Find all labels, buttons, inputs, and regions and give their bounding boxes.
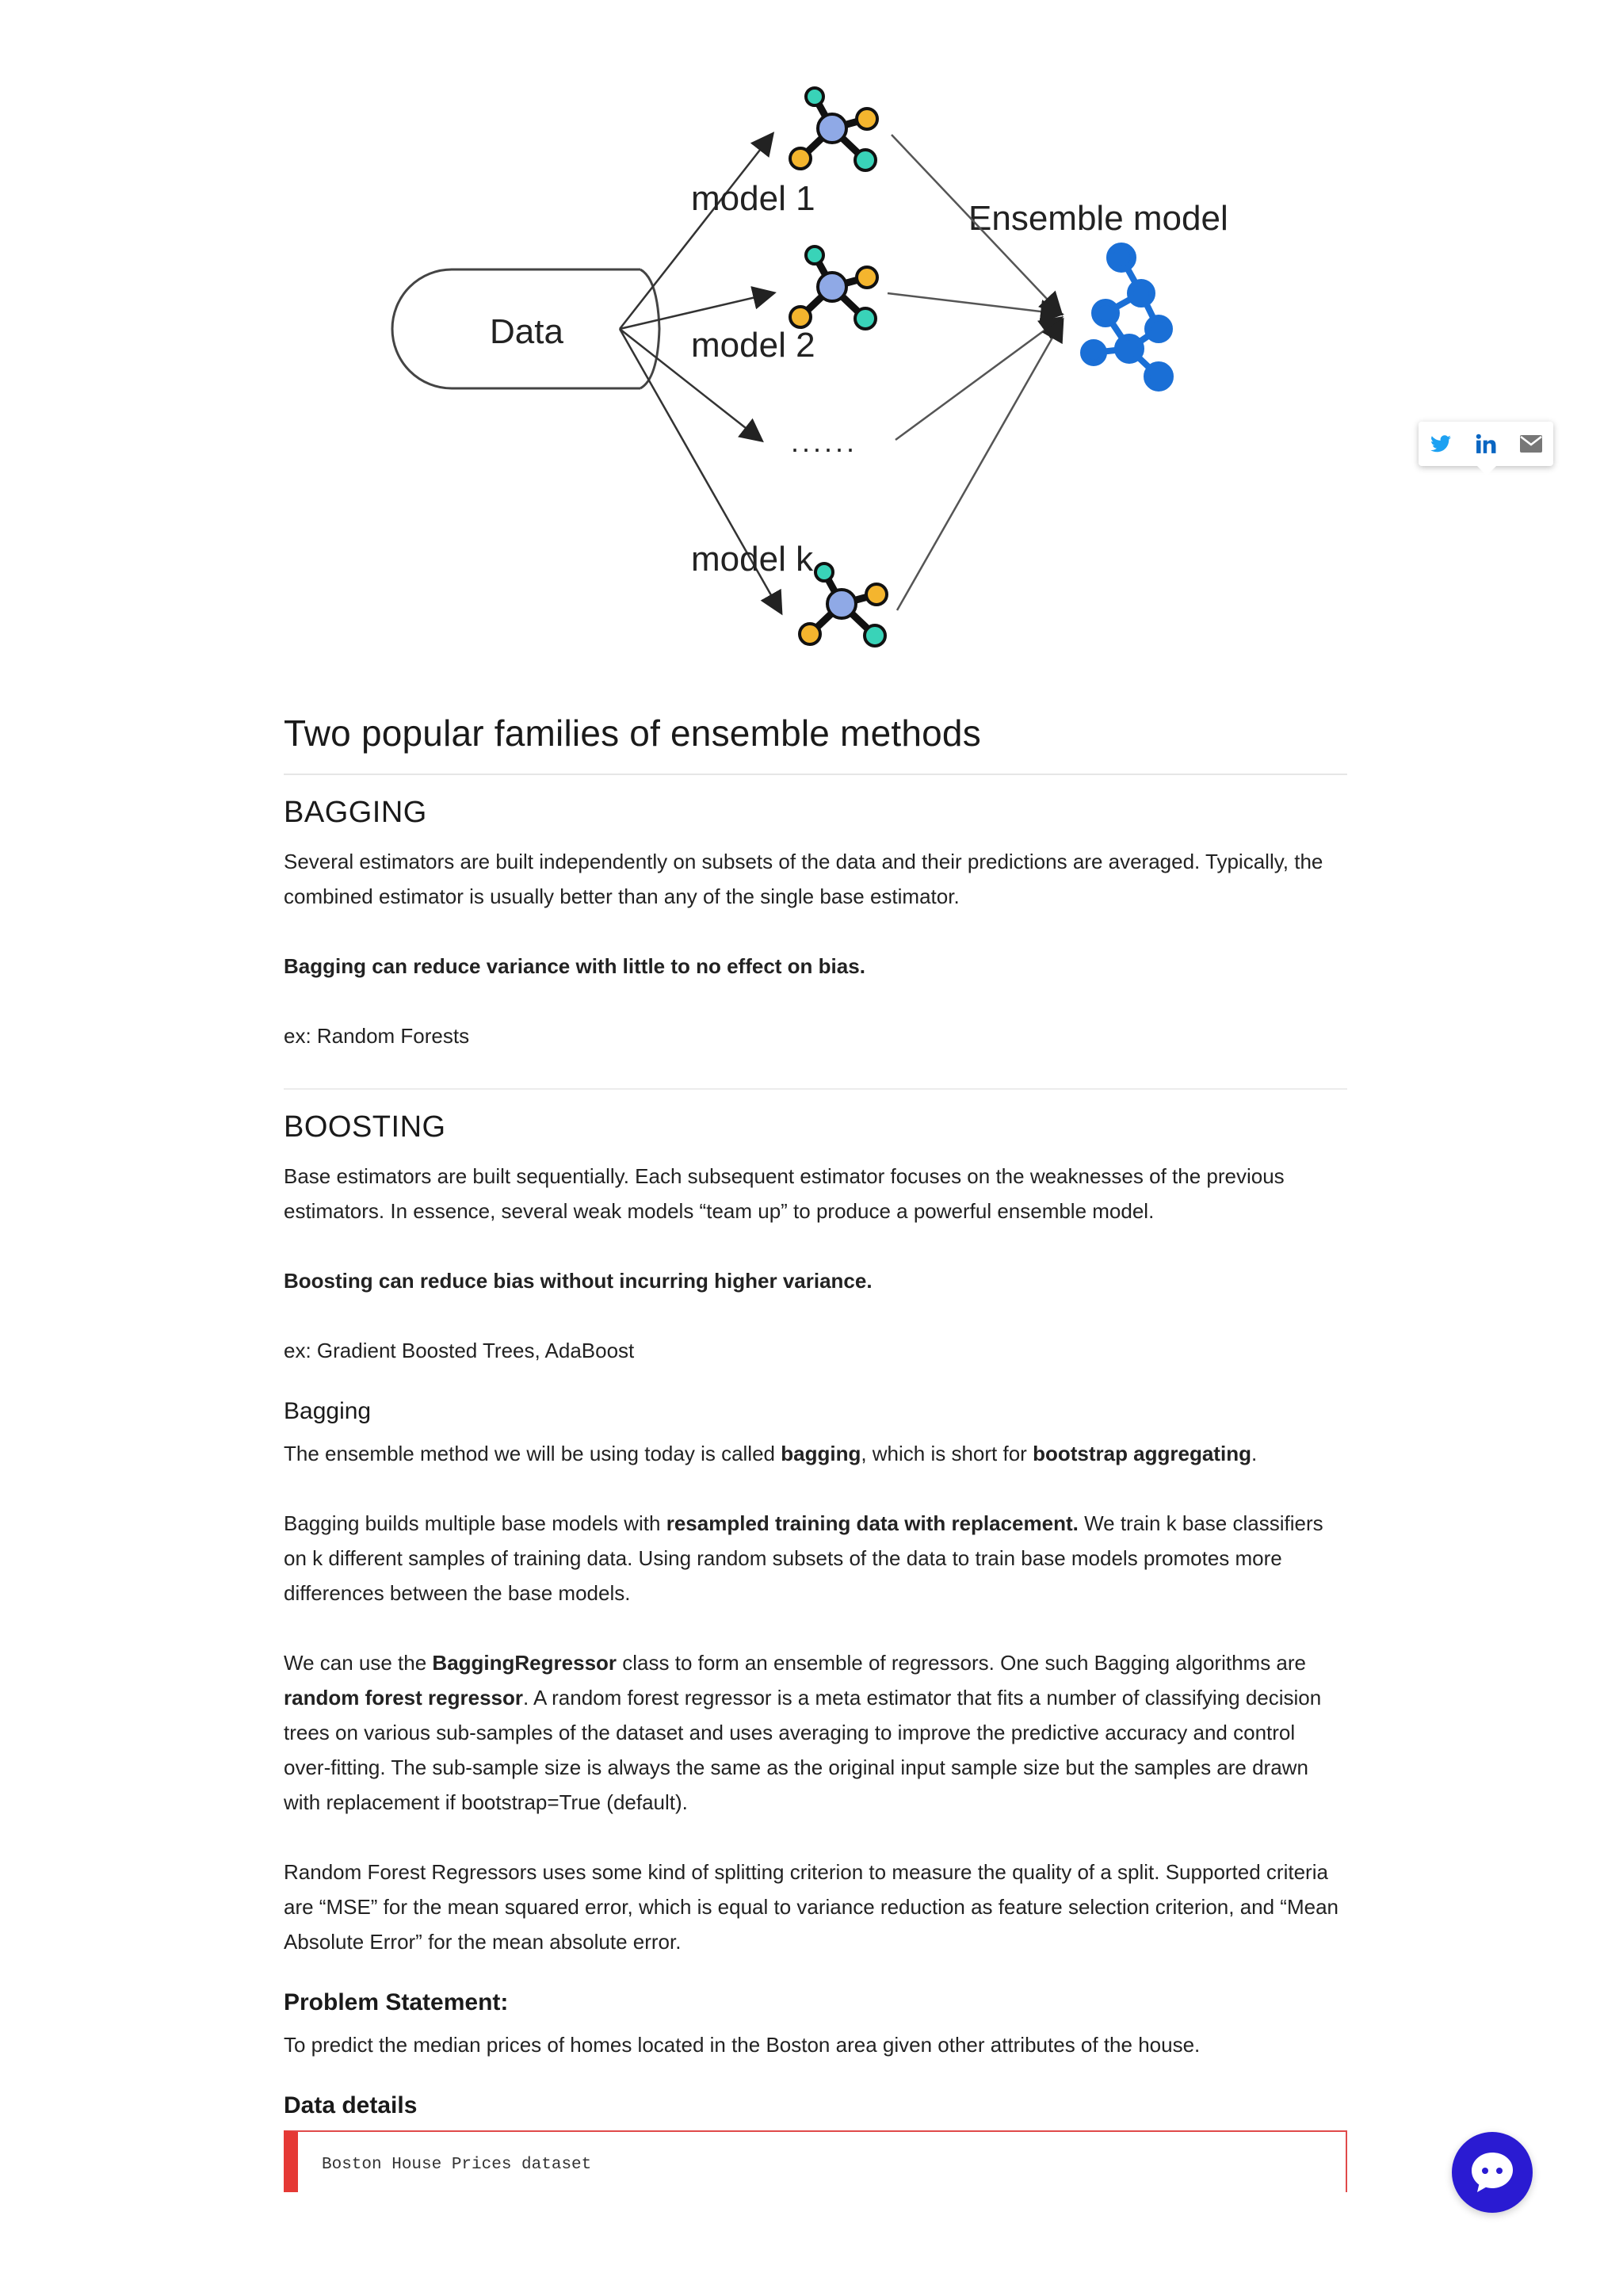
ensemble-molecule <box>1083 246 1170 388</box>
problem-heading: Problem Statement: <box>284 1989 509 2015</box>
chat-button[interactable] <box>1452 2132 1533 2213</box>
text-run: The ensemble method we will be using today is called <box>284 1442 781 1465</box>
bagging-description: Several estimators are built independently on subsets of the data and their predictions are averaged. Typically, the combined estimator is usually better than any of the single base estimator. <box>284 850 1323 908</box>
model1-molecule <box>790 88 877 170</box>
chat-bubble-icon <box>1470 2151 1514 2194</box>
twitter-share-button[interactable] <box>1425 428 1457 460</box>
bagging-example: ex: Random Forests <box>284 1024 470 1048</box>
boosting-summary: Boosting can reduce bias without incurring higher variance. <box>284 1269 873 1293</box>
boosting-description: Base estimators are built sequentially. Each subsequent estimator focuses on the weaknesses of the previous estimators. In essence, several weak models “team up” to produce a powerful ensemble model. <box>284 1164 1285 1223</box>
data-label: Data <box>490 312 563 351</box>
regressor-paragraph <box>284 1645 1347 1820</box>
bold-term: bagging <box>781 1442 861 1465</box>
bold-term: resampled training data with replacement. <box>666 1511 1079 1535</box>
ensemble-diagram-svg <box>372 71 1276 690</box>
article-title: Two popular families of ensemble methods <box>284 697 1347 775</box>
bagging-summary: Bagging can reduce variance with little to no effect on bias. <box>284 954 865 978</box>
code-block <box>284 2130 1347 2192</box>
text-run: , which is short for <box>861 1442 1033 1465</box>
section-divider <box>284 1088 1347 1090</box>
resampling-paragraph <box>284 1506 1347 1610</box>
bold-term: bootstrap aggregating <box>1033 1442 1251 1465</box>
email-icon <box>1520 435 1542 453</box>
bold-term: BaggingRegressor <box>432 1651 617 1675</box>
bagging-heading: BAGGING <box>284 796 427 829</box>
text-run: We train k base classifiers on k different samples of training data. Using random subsets of the data to train base models promotes more differences between the base models. <box>284 1511 1323 1605</box>
ensemble-label: Ensemble model <box>968 199 1228 238</box>
text-run: Bagging builds multiple base models with <box>284 1511 666 1535</box>
criteria-paragraph: Random Forest Regressors uses some kind of splitting criterion to measure the quality of a split. Supported criteria are “MSE” for the mean squared error, which is equal to variance reduction as feature selection criterion, and “Mean Absolute Error” for the mean absolute error. <box>284 1860 1339 1954</box>
twitter-icon <box>1430 435 1451 453</box>
boosting-example: ex: Gradient Boosted Trees, AdaBoost <box>284 1339 635 1362</box>
ensemble-diagram <box>372 71 1276 690</box>
text-run: We can use the <box>284 1651 433 1675</box>
text-run: class to form an ensemble of regressors. One such Bagging algorithms are <box>617 1651 1307 1675</box>
text-run: . A random forest regressor is a meta estimator that fits a number of classifying decision trees on various sub-samples of the dataset and uses averaging to improve the predictive accuracy and control over-fitting. The sub-sample size is always the same as the original input sample size but the samples are drawn with replacement if bootstrap=True (default). <box>284 1686 1322 1814</box>
bold-term: random forest regressor <box>284 1686 523 1710</box>
model2-molecule <box>790 246 877 329</box>
boosting-heading: BOOSTING <box>284 1110 446 1144</box>
model2-label: model 2 <box>691 326 815 365</box>
problem-paragraph: To predict the median prices of homes located in the Boston area given other attributes of the house. <box>284 2033 1201 2057</box>
linkedin-icon <box>1476 434 1496 454</box>
article-content <box>284 697 1347 2192</box>
bagging-subheading: Bagging <box>284 1398 372 1424</box>
linkedin-share-button[interactable] <box>1470 428 1502 460</box>
dots-label: ...... <box>791 426 858 458</box>
text-run: . <box>1251 1442 1258 1465</box>
share-bar <box>1419 422 1553 466</box>
bagging-intro-paragraph <box>284 1436 1347 1471</box>
code-text: Boston House Prices dataset <box>322 2156 592 2174</box>
modelk-label: model k <box>691 540 814 579</box>
model1-label: model 1 <box>691 179 815 218</box>
email-share-button[interactable] <box>1515 428 1547 460</box>
data-details-heading: Data details <box>284 2092 418 2118</box>
